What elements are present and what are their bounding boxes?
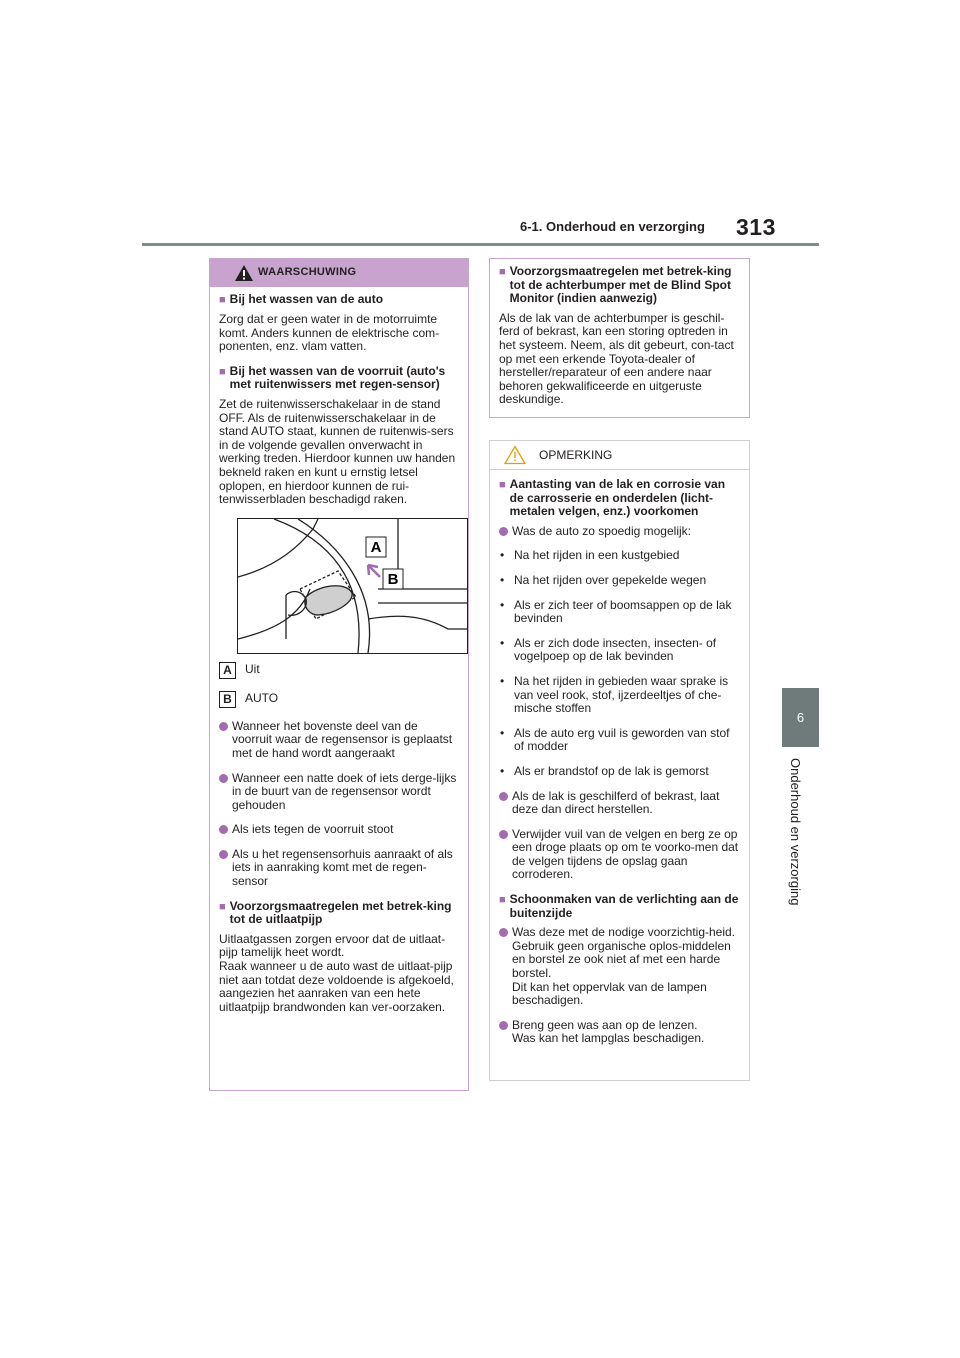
bullet-item: Wanneer het bovenste deel van de voorruit waar de regensensor is geplaatst met de hand wordt aangeraakt	[219, 720, 459, 761]
heading: ■ Voorzorgsmaatregelen met betrek-king tot de uitlaatpijp	[219, 898, 452, 927]
heading: ■ Voorzorgsmaatregelen met betrek-king tot de achterbumper met de Blind Spot Monitor (indien aanwezig)	[499, 264, 732, 306]
paragraph: Als de lak van de achterbumper is geschil-ferd of bekrast, kan een storing optreden in het systeem. Neem, als dit gebeurt, con-tact op met een erkende Toyota-dealer of hersteller/reparateur of een andere naar behoren gekwalificeerde en uitgeruste deskundige.	[499, 310, 734, 407]
paragraph: Zorg dat er geen water in de motorruimte komt. Anders kunnen de elektrische com-ponenten, enz. vlam vatten.	[219, 312, 440, 354]
bumper-warning-box	[489, 258, 750, 418]
wiper-switch-figure	[237, 518, 468, 654]
sub-bullet-item: • Na het rijden over gepekelde wegen	[500, 572, 707, 587]
bullet-item: Breng geen was aan op de lenzen. Was kan het lampglas beschadigen.	[499, 1019, 740, 1046]
bullet-item: Als iets tegen de voorruit stoot	[219, 823, 459, 837]
warning-icon	[234, 264, 254, 282]
note-header	[490, 441, 749, 470]
chapter-tab: 6	[782, 688, 819, 747]
header-rule	[142, 243, 819, 246]
warning-header	[210, 259, 468, 287]
warning-title: WAARSCHUWING	[258, 266, 357, 278]
bullet-item: Wanneer een natte doek of iets derge-lijks in de buurt van de regensensor wordt gehouden	[219, 772, 459, 813]
paragraph: Zet de ruitenwisserschakelaar in de stand OFF. Als de ruitenwisserschakelaar in de stand AUTO staat, kunnen de ruitenwis-sers in de volgende gevallen onverwacht in werking treden. Hierdoor kunnen uw handen bekneld raken en kunt u ernstig letsel oplopen, en hierdoor kunnen de rui-tenwisserbladen beschadigd raken.	[219, 396, 456, 507]
heading: ■ Aantasting van de lak en corrosie van de carrosserie en onderdelen (licht-metalen velgen, enz.) voorkomen	[499, 477, 726, 519]
wiper-switch-illustration	[238, 519, 467, 653]
bullet-item: Was de auto zo spoedig mogelijk:	[499, 525, 740, 539]
sub-bullet-item: • Na het rijden in een kustgebied	[500, 548, 680, 563]
heading: ■ Bij het wassen van de voorruit (auto's met ruitenwissers met regen-sensor)	[219, 363, 446, 392]
legend-item: B AUTO	[219, 691, 459, 708]
note-box	[489, 440, 750, 1081]
figure-label-a: A	[370, 538, 382, 556]
warning-box	[209, 258, 469, 1091]
section-title: 6-1. Onderhoud en verzorging	[520, 219, 705, 234]
arrow-icon	[368, 565, 380, 577]
paragraph: Raak wanneer u de auto wast de uitlaat-pijp niet aan totdat deze voldoende is afgekoeld, aangezien het aanraken van een hete uitlaatpijp brandwonden kan ver-oorzaken.	[219, 959, 454, 1014]
bullet-item: Was deze met de nodige voorzichtig-heid. Gebruik geen organische oplos-middelen en borstel ze ook niet af met een harde borstel. Dit kan het oppervlak van de lampen beschadigen.	[499, 926, 740, 1008]
chapter-title: Onderhoud en verzorging	[788, 758, 803, 906]
sub-bullet-item: • Na het rijden in gebieden waar sprake is van veel rook, stof, ijzerdeeltjes of che-mische stoffen	[500, 673, 729, 716]
sub-bullet-item: • Als er zich dode insecten, insecten- of vogelpoep op de lak bevinden	[500, 635, 717, 664]
heading: ■ Bij het wassen van de auto	[219, 292, 384, 306]
bullet-item: Als u het regensensorhuis aanraakt of als iets in aanraking komt met de regen-sensor	[219, 848, 459, 889]
sub-bullet-item: • Als er brandstof op de lak is gemorst	[500, 763, 709, 778]
figure-label-b: B	[387, 570, 399, 588]
bullet-item: Als de lak is geschilferd of bekrast, laat deze dan direct herstellen.	[499, 790, 740, 817]
legend-item: A Uit	[219, 662, 459, 679]
note-title: OPMERKING	[539, 448, 613, 462]
sub-bullet-item: • Als er zich teer of boomsappen op de lak bevinden	[500, 597, 732, 626]
page-number: 313	[736, 214, 776, 240]
bullet-item: Verwijder vuil van de velgen en berg ze op een droge plaats op om te voorko-men dat de velgen tijdens de opslag gaan corroderen.	[499, 828, 740, 882]
paragraph: Uitlaatgassen zorgen ervoor dat de uitlaat-pijp tamelijk heet wordt.	[219, 931, 446, 960]
sub-bullet-item: • Als de auto erg vuil is geworden van stof of modder	[500, 725, 730, 754]
caution-icon	[504, 445, 526, 465]
heading: ■ Schoonmaken van de verlichting aan de buitenzijde	[499, 892, 739, 920]
